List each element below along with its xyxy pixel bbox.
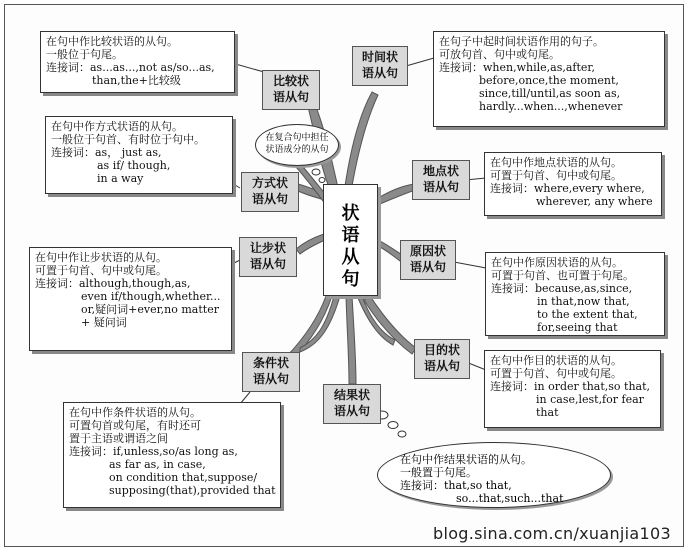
box-condition-clause (63, 402, 281, 508)
tag-compare-clause (262, 70, 320, 110)
conj-line: as if/ though, (97, 159, 171, 172)
conj-line: in a way (97, 172, 144, 185)
tag-reason-clause (400, 240, 456, 280)
desc-line: 在句中作目的状语的从句。 (490, 354, 622, 367)
conj-label: 连接词： (490, 182, 534, 195)
tag-concession-clause (239, 237, 297, 277)
tag-line: 目的状 (423, 343, 460, 357)
definition-note (255, 124, 339, 166)
box-place-clause (484, 152, 662, 216)
conj-line: that,so that, (444, 479, 512, 492)
tag-line: 语从句 (422, 180, 459, 194)
conj-label: 连接词： (491, 282, 535, 295)
conj-line: although,though,as, (79, 277, 191, 290)
desc-line: 一般位于句首、有时位于句中。 (51, 133, 205, 146)
tag-condition-clause (242, 352, 300, 392)
conj-line: as...as...,not as/so...as, (90, 61, 215, 74)
tag-line: 语从句 (249, 257, 286, 271)
tag-line: 时间状 (361, 50, 398, 64)
tag-line: 方式状 (251, 176, 288, 190)
leader-compare (232, 63, 264, 72)
conj-line: so...that,such...that (456, 492, 564, 505)
box-time-clause (433, 31, 665, 127)
desc-line: 在句中作让步状语的从句。 (35, 251, 167, 264)
conj-line: as far as, in case, (109, 458, 206, 471)
tag-line: 语从句 (423, 359, 460, 373)
center-line: 语 (341, 225, 360, 246)
conj-label: 连接词： (400, 479, 444, 492)
box-purpose-clause (484, 350, 661, 428)
note-bubble-2 (319, 178, 325, 183)
tag-line: 比较状 (272, 74, 309, 88)
box-manner-clause (45, 116, 233, 194)
branch-concession (296, 234, 325, 254)
tag-time-clause (352, 46, 408, 86)
conj-label: 连接词： (69, 445, 113, 458)
conj-line: because,as,since, (535, 282, 633, 295)
center-line: 从 (341, 247, 360, 268)
leader-time (406, 58, 434, 66)
tag-line: 语从句 (361, 66, 398, 80)
branch-result (346, 296, 356, 384)
conj-line: than,the+比较级 (92, 74, 181, 87)
tag-line: 条件状 (252, 356, 289, 370)
desc-line: 在句中作原因状语的从句。 (491, 256, 623, 269)
desc-line: 在句中作条件状语的从句。 (69, 406, 201, 419)
conj-line: in order that,so that, (534, 380, 651, 393)
tag-line: 语从句 (272, 90, 309, 104)
conj-line: + 疑问词 (81, 316, 127, 329)
watermark: blog.sina.com.cn/xuanjia103 (433, 524, 671, 543)
desc-line: 可置于句首、也可置于句尾。 (491, 269, 634, 282)
conj-label: 连接词： (51, 146, 95, 159)
conj-label: 连接词： (35, 277, 79, 290)
note-bubble-1 (312, 169, 320, 175)
conj-line: since,till/until,as soon as, (479, 87, 621, 100)
conj-line: hardly...when...,whenever (479, 100, 623, 113)
tag-result-clause (323, 384, 381, 424)
desc-line: 可置于句首、句中或句尾。 (35, 264, 167, 277)
desc-line: 在句中作比较状语的从句。 (46, 35, 178, 48)
branch-extra-2 (358, 296, 395, 345)
tag-line: 语从句 (409, 260, 446, 274)
branch-time (345, 92, 378, 186)
conj-line: before,once,the moment, (479, 74, 619, 87)
conj-line: that (536, 406, 559, 419)
conj-line: supposing(that),provided that (109, 484, 276, 497)
tag-line: 语从句 (333, 404, 370, 418)
desc-line: 可置于句首、句中或句尾。 (490, 169, 622, 182)
tag-line: 让步状 (249, 241, 286, 255)
conj-line: for,seeing that (537, 321, 618, 334)
desc-line: 可放句首、句中或句尾。 (439, 48, 560, 61)
conj-line: wherever, any where (536, 195, 653, 208)
bubble-2 (388, 422, 398, 429)
conj-line: even if/though,whether... (81, 290, 221, 303)
tag-line: 原因状 (409, 244, 446, 258)
center-node (323, 184, 378, 296)
desc-line: 在句中作方式状语的从句。 (51, 120, 183, 133)
note-line: 在复合句中担任 (265, 133, 329, 143)
conj-line: on condition that,suppose/ (109, 471, 258, 484)
tag-manner-clause (241, 172, 299, 212)
tag-line: 语从句 (252, 372, 289, 386)
conj-label: 连接词： (439, 61, 483, 74)
tag-line: 结果状 (333, 388, 370, 402)
conj-line: where,every where, (534, 182, 645, 195)
tag-place-clause (412, 160, 470, 200)
desc-line: 在句中作地点状语的从句。 (490, 156, 622, 169)
box-reason-clause (485, 252, 665, 336)
box-compare-clause (40, 31, 235, 93)
conj-label: 连接词： (46, 61, 90, 74)
note-line: 状语成分的从句 (265, 145, 329, 155)
conj-line: or,疑问词+ever,no matter (81, 303, 219, 316)
tag-line: 地点状 (422, 164, 459, 178)
conj-line: in that,now that, (537, 295, 630, 308)
leader-reason (454, 262, 486, 268)
conj-line: if,unless,so/as long as, (113, 445, 238, 458)
bubble-3 (398, 431, 406, 437)
box-concession-clause (29, 247, 232, 351)
desc-line: 一般位于句尾。 (46, 48, 123, 61)
box-result-clause (377, 442, 611, 508)
conj-label: 连接词： (490, 380, 534, 393)
conj-line: when,while,as,after, (483, 61, 595, 74)
conj-line: to the extent that, (537, 308, 638, 321)
center-line: 状 (341, 203, 360, 224)
conj-line: as， just as, (95, 146, 162, 159)
center-line: 句 (341, 269, 360, 290)
conj-line: in case,lest,for fear (536, 393, 644, 406)
desc-line: 可置于句首、句中或句尾。 (490, 367, 622, 380)
desc-line: 置于主语或谓语之间 (69, 432, 168, 445)
desc-line: 一般置于句尾。 (400, 466, 477, 479)
tag-line: 语从句 (251, 192, 288, 206)
desc-line: 可置句首或句尾，有时还可 (69, 419, 201, 432)
tag-purpose-clause (414, 339, 470, 379)
branch-place (378, 184, 415, 204)
desc-line: 在句子中起时间状语作用的句子。 (439, 35, 604, 48)
desc-line: 在句中作结果状语的从句。 (400, 453, 532, 466)
